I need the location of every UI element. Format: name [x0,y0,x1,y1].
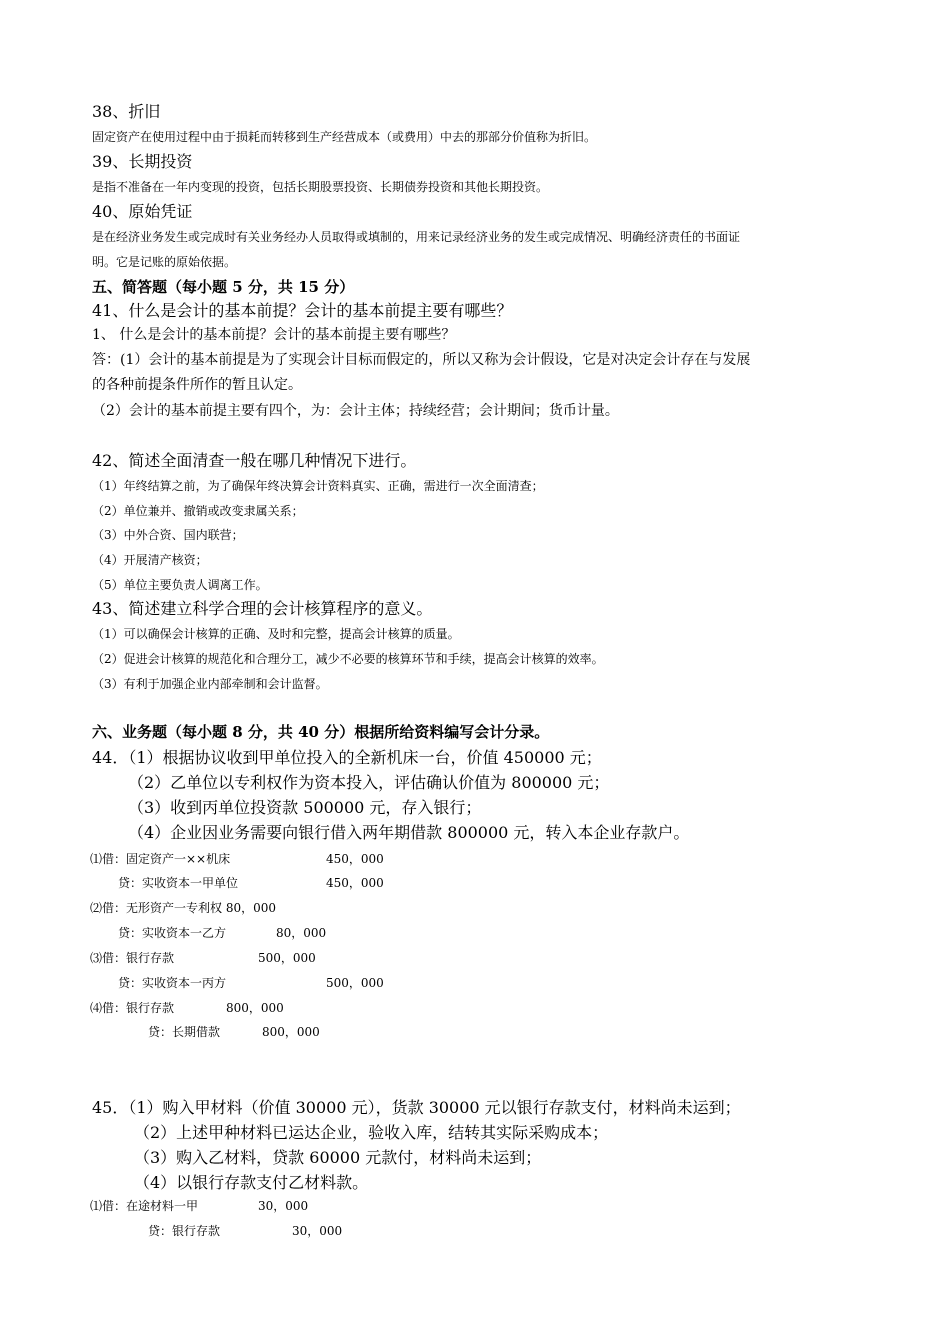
section-6-title: 六、业务题（每小题 8 分，共 40 分）根据所给资料编写会计分录。 [92,723,550,741]
question-44-item-4: （4）企业因业务需要向银行借入两年期借款 800000 元，转入本企业存款户。 [128,823,690,842]
entry-5-debit: ⑴借：在途材料一甲 [90,1199,199,1213]
answer-42-item-4: （4）开展清产核资； [92,553,208,567]
entry-3-credit-amount: 500，000 [326,976,384,990]
entry-1-debit-amount: 450，000 [326,852,384,866]
entry-1-debit: ⑴借：固定资产一××机床 [90,852,231,866]
answer-43-item-1: （1）可以确保会计核算的正确、及时和完整，提高会计核算的质量。 [92,627,460,641]
entry-4-debit-amount: 800，000 [226,1001,284,1015]
entry-5-debit-amount: 30，000 [258,1199,309,1213]
entry-3-debit: ⑶借：银行存款 [90,951,175,965]
question-44-item-1: 44．（1）根据协议收到甲单位投入的全新机床一台，价值 450000 元； [92,748,602,767]
entry-2-credit: 贷：实收资本一乙方 [118,926,227,940]
question-45-item-1: 45．（1）购入甲材料（价值 30000 元），货款 30000 元以银行存款支付，材料尚未运到； [92,1098,741,1117]
question-41: 41、什么是会计的基本前提？会计的基本前提主要有哪些？ [92,301,513,320]
term-40-definition: 是在经济业务发生或完成时有关业务经办人员取得或填制的，用来记录经济业务的发生或完成情况、明确经济责任的书面证 [92,230,741,244]
question-45-item-2: （2）上述甲种材料已运达企业，验收入库，结转其实际采购成本； [134,1123,609,1142]
answer-42-item-3: （3）中外合资、国内联营； [92,528,244,542]
term-38-heading: 38、折旧 [92,102,161,121]
entry-1-credit: 贷：实收资本一甲单位 [118,876,239,890]
entry-3-debit-amount: 500，000 [258,951,316,965]
term-40-definition-cont: 明。它是记账的原始依据。 [92,255,237,269]
answer-42-item-2: （2）单位兼并、撤销或改变隶属关系； [92,504,304,518]
question-42: 42、简述全面清查一般在哪几种情况下进行。 [92,451,417,470]
question-44-item-3: （3）收到丙单位投资款 500000 元，存入银行； [128,798,482,817]
question-44-item-2: （2）乙单位以专利权作为资本投入，评估确认价值为 800000 元； [128,773,610,792]
question-45-item-4: （4）以银行存款支付乙材料款。 [134,1173,369,1192]
entry-4-debit: ⑷借：银行存款 [90,1001,175,1015]
term-39-definition: 是指不准备在一年内变现的投资，包括长期股票投资、长期债券投资和其他长期投资。 [92,180,549,194]
entry-4-credit: 贷：长期借款 [148,1025,221,1039]
entry-4-credit-amount: 800，000 [262,1025,320,1039]
answer-42-item-1: （1）年终结算之前，为了确保年终决算会计资料真实、正确，需进行一次全面清查； [92,479,544,493]
entry-2-credit-amount: 80，000 [276,926,327,940]
entry-2-debit: ⑵借：无形资产一专利权 80，000 [90,901,276,915]
question-45-item-3: （3）购入乙材料，贷款 60000 元款付，材料尚未运到； [134,1148,542,1167]
answer-41-line-1: 答：(1）会计的基本前提是为了实现会计目标而假定的，所以又称为会计假设，它是对决定会计存在与发展 [92,352,751,368]
answer-41-line-2: 的各种前提条件所作的暂且认定。 [92,377,302,393]
entry-5-credit-amount: 30，000 [292,1224,343,1238]
answer-41-line-3: （2）会计的基本前提主要有四个，为：会计主体；持续经营；会计期间；货币计量。 [92,403,619,419]
entry-1-credit-amount: 450，000 [326,876,384,890]
answer-42-item-5: （5）单位主要负责人调离工作。 [92,578,268,592]
question-43: 43、简述建立科学合理的会计核算程序的意义。 [92,599,433,618]
term-38-definition: 固定资产在使用过程中由于损耗而转移到生产经营成本（或费用）中去的那部分价值称为折旧。 [92,130,597,144]
term-40-heading: 40、原始凭证 [92,202,193,221]
term-39-heading: 39、长期投资 [92,152,193,171]
entry-5-credit: 贷：银行存款 [148,1224,221,1238]
entry-3-credit: 贷：实收资本一丙方 [118,976,227,990]
question-41-repeat: 1、 什么是会计的基本前提？会计的基本前提主要有哪些？ [92,327,456,343]
answer-43-item-3: （3）有利于加强企业内部牵制和会计监督。 [92,677,328,691]
section-5-title: 五、简答题（每小题 5 分，共 15 分） [92,278,355,296]
answer-43-item-2: （2）促进会计核算的规范化和合理分工，减少不必要的核算环节和手续，提高会计核算的效率。 [92,652,604,666]
